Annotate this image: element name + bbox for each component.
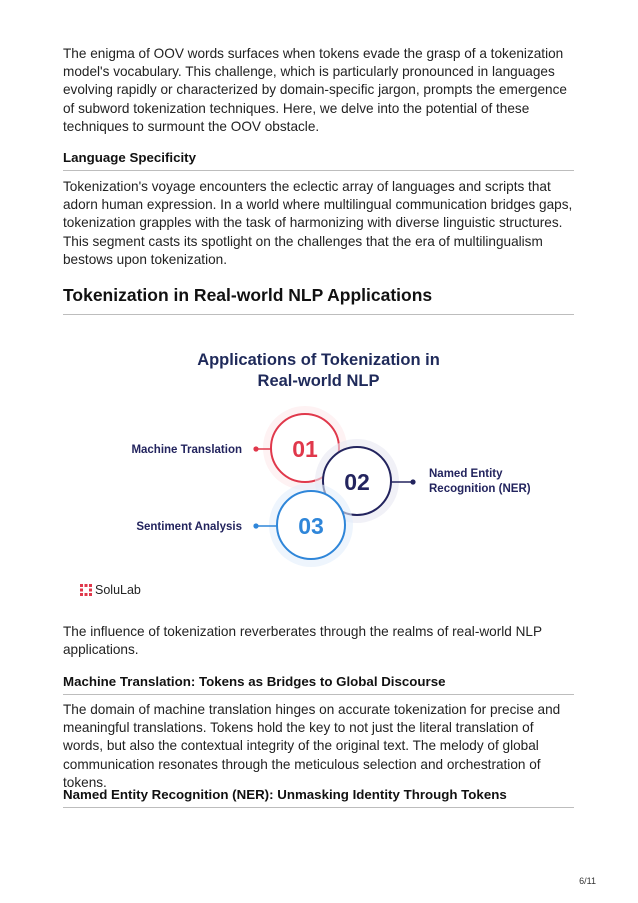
- heading-language-specificity: Language Specificity: [63, 150, 574, 171]
- item-03-number: 03: [298, 513, 324, 539]
- applications-paragraph: The influence of tokenization reverberates through the realms of real-world NLP applications.: [63, 624, 542, 658]
- language-paragraph: Tokenization's voyage encounters the eclectic array of languages and scripts that adorn human expression. In a world where multilingual communication bridges gaps, tokenization grapples with the task of harmonizing with diverse linguistic structures. This segment casts its spotlight on the challenges that the era of multilingualism bestows upon tokenization.: [63, 179, 573, 267]
- figure-title-line2: Real-world NLP: [257, 372, 380, 390]
- item-03-graphic: [253, 483, 353, 567]
- figure-diagram: [63, 340, 574, 580]
- heading-applications: Tokenization in Real-world NLP Applications: [63, 285, 574, 315]
- heading-ner: Named Entity Recognition (NER): Unmasking Identity Through Tokens: [63, 787, 574, 808]
- solulab-brand-text: SoluLab: [95, 583, 141, 597]
- figure-title-line1: Applications of Tokenization in: [197, 351, 440, 369]
- page-number: 6/11: [579, 876, 596, 886]
- label-sentiment-analysis: Sentiment Analysis: [136, 521, 242, 533]
- heading-machine-translation: Machine Translation: Tokens as Bridges to Global Discourse: [63, 674, 574, 695]
- solulab-logo-icon: [80, 584, 92, 596]
- mt-paragraph: The domain of machine translation hinges on accurate tokenization for precise and meaningful translations. Tokens hold the key to not just the literal translation of words, but also the contextual integrity of the original text. The melody of global communication resonates through the meticulous selection and orchestration of tokens.: [63, 702, 561, 790]
- applications-figure: [63, 340, 574, 610]
- label-machine-translation: Machine Translation: [131, 444, 242, 456]
- label-ner-line2: Recognition (NER): [429, 483, 531, 495]
- solulab-brand: [80, 583, 141, 597]
- intro-paragraph: The enigma of OOV words surfaces when tokens evade the grasp of a tokenization model's vocabulary. This challenge, which is particularly pronounced in languages evolving rapidly or characterized by domain-specific jargon, prompts the emergence of subword tokenization techniques. Here, we delve into the potential of these techniques to surmount the OOV obstacle.: [63, 46, 567, 134]
- label-ner-line1: Named Entity: [429, 468, 503, 480]
- item-02-number: 02: [344, 469, 370, 495]
- item-01-number: 01: [292, 436, 318, 462]
